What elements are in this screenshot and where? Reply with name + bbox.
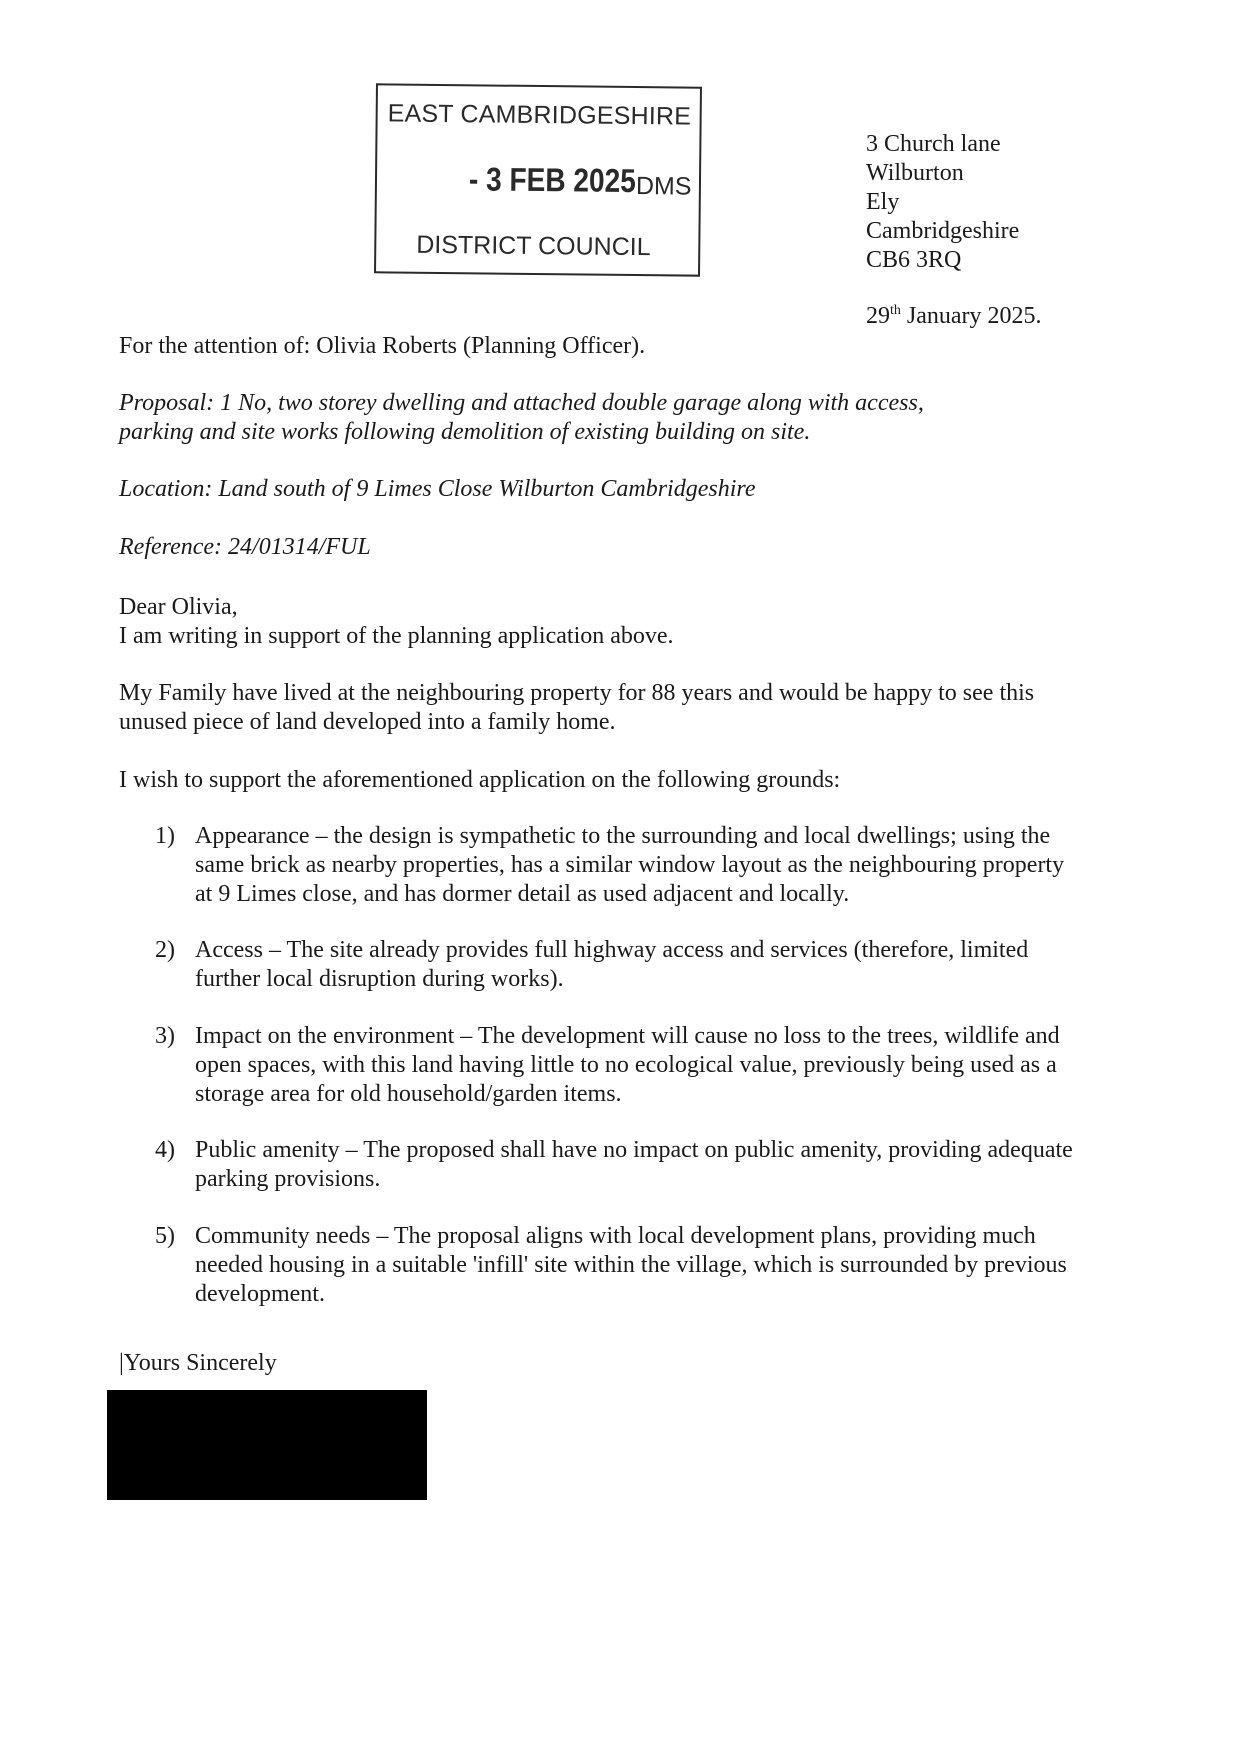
list-line: Access – The site already provides full highway access and services (therefore, limited: [195, 937, 1029, 963]
list-line: Appearance – the design is sympathetic to the surrounding and local dwellings; using the: [195, 823, 1051, 849]
reference-line: Reference: 24/01314/FUL: [119, 534, 371, 560]
location-line: Location: Land south of 9 Limes Close Wilburton Cambridgeshire: [119, 476, 756, 502]
list-line: further local disruption during works).: [195, 966, 564, 992]
list-number: 5): [155, 1223, 175, 1249]
proposal-line-1: Proposal: 1 No, two storey dwelling and attached double garage along with access,: [119, 390, 924, 416]
address-line: Wilburton: [866, 160, 964, 186]
intro-paragraph: I am writing in support of the planning application above.: [119, 623, 674, 649]
list-line: development.: [195, 1281, 325, 1307]
list-line: needed housing in a suitable 'infill' site within the village, which is surrounded by previous: [195, 1252, 1067, 1278]
family-line-2: unused piece of land developed into a family home.: [119, 709, 616, 735]
stamp-initials: DMS: [635, 172, 692, 201]
list-line: same brick as nearby properties, has a similar window layout as the neighbouring property: [195, 852, 1065, 878]
redacted-signature: [107, 1390, 427, 1500]
salutation: Dear Olivia,: [119, 594, 238, 620]
address-line: 3 Church lane: [866, 131, 1001, 157]
list-line: open spaces, with this land having little to no ecological value, previously being used as a: [195, 1052, 1057, 1078]
list-text: [195, 936, 1135, 994]
letter-date-rest: January 2025.: [900, 303, 1042, 329]
list-line: Impact on the environment – The development will cause no loss to the trees, wildlife and: [195, 1023, 1060, 1049]
letter-date-day: 29: [866, 303, 890, 329]
stamp-council-name: EAST CAMBRIDGESHIRE: [387, 99, 692, 131]
list-number: 3): [155, 1023, 175, 1049]
list-text: [195, 822, 1135, 909]
address-line: Ely: [866, 189, 900, 215]
list-line: Public amenity – The proposed shall have no impact on public amenity, providing adequate: [195, 1137, 1073, 1163]
list-line: Community needs – The proposal aligns with local development plans, providing much: [195, 1223, 1036, 1249]
address-line: Cambridgeshire: [866, 218, 1020, 244]
list-number: 2): [155, 937, 175, 963]
letter-date: [866, 303, 1042, 330]
family-line-1: My Family have lived at the neighbouring property for 88 years and would be happy to see this: [119, 680, 1035, 706]
list-text: [195, 1222, 1135, 1309]
received-stamp: [374, 83, 702, 276]
list-line: parking provisions.: [195, 1166, 381, 1192]
list-number: 1): [155, 823, 175, 849]
list-text: [195, 1022, 1135, 1109]
list-text: [195, 1136, 1135, 1194]
signoff: |Yours Sincerely: [119, 1350, 277, 1376]
sender-address: [866, 130, 1019, 275]
grounds-intro: I wish to support the aforementioned application on the following grounds:: [119, 767, 841, 793]
attention-line: For the attention of: Olivia Roberts (Planning Officer).: [119, 333, 646, 359]
list-line: storage area for old household/garden items.: [195, 1081, 622, 1107]
stamp-council-label: DISTRICT COUNCIL: [416, 230, 651, 262]
stamp-date: - 3 FEB 2025: [468, 160, 637, 200]
list-number: 4): [155, 1137, 175, 1163]
address-postcode: CB6 3RQ: [866, 247, 962, 273]
letter-date-suffix: th: [890, 303, 901, 318]
list-line: at 9 Limes close, and has dormer detail as used adjacent and locally.: [195, 881, 850, 907]
proposal-line-2: parking and site works following demolition of existing building on site.: [119, 419, 811, 445]
